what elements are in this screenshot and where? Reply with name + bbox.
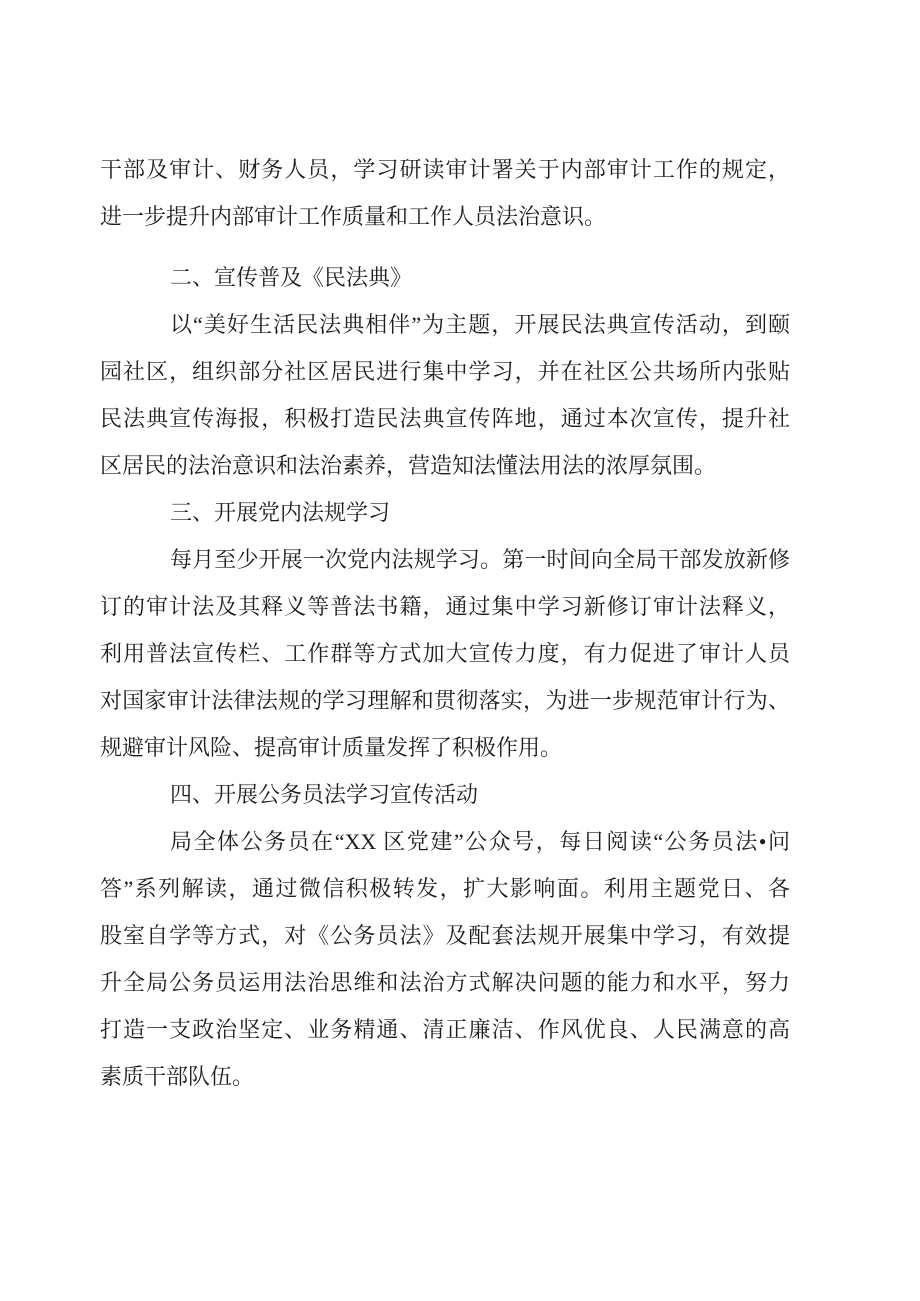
body-text-line: 答”系列解读，通过微信积极转发，扩大影响面。利用主题党日、各 xyxy=(100,876,790,901)
section-heading: 二、宣传普及《民法典》 xyxy=(170,265,413,290)
body-text-line: 民法典宣传海报，积极打造民法典宣传阵地，通过本次宣传，提升社 xyxy=(100,406,790,431)
body-text-line: 每月至少开展一次党内法规学习。第一时间向全局干部发放新修 xyxy=(170,547,790,572)
section-heading: 三、开展党内法规学习 xyxy=(170,500,391,525)
body-text-line: 规避审计风险、提高审计质量发挥了积极作用。 xyxy=(100,735,563,760)
body-text-line: 利用普法宣传栏、工作群等方式加大宣传力度，有力促进了审计人员 xyxy=(100,641,790,666)
body-text-line: 打造一支政治坚定、业务精通、清正廉洁、作风优良、人民满意的高 xyxy=(100,1017,790,1042)
body-text-line: 以“美好生活民法典相伴”为主题，开展民法典宣传活动，到颐 xyxy=(170,312,790,337)
body-text-line: 升全局公务员运用法治思维和法治方式解决问题的能力和水平，努力 xyxy=(100,970,790,995)
document-text xyxy=(100,146,790,1100)
body-text-line: 素质干部队伍。 xyxy=(100,1064,255,1089)
body-text-line: 区居民的法治意识和法治素养，营造知法懂法用法的浓厚氛围。 xyxy=(100,453,717,478)
section-heading: 四、开展公务员法学习宣传活动 xyxy=(170,782,479,807)
body-text-line: 干部及审计、财务人员，学习研读审计署关于内部审计工作的规定， xyxy=(100,157,790,182)
body-text-line: 对国家审计法律法规的学习理解和贯彻落实，为进一步规范审计行为、 xyxy=(100,688,790,713)
body-text-line: 股室自学等方式，对《公务员法》及配套法规开展集中学习，有效提 xyxy=(100,923,790,948)
body-text-line: 订的审计法及其释义等普法书籍，通过集中学习新修订审计法释义， xyxy=(100,594,790,619)
body-text-line: 进一步提升内部审计工作质量和工作人员法治意识。 xyxy=(100,204,607,229)
body-text-line: 园社区，组织部分社区居民进行集中学习，并在社区公共场所内张贴 xyxy=(100,359,790,384)
body-text-line: 局全体公务员在“XX 区党建”公众号，每日阅读“公务员法•问 xyxy=(170,829,790,854)
